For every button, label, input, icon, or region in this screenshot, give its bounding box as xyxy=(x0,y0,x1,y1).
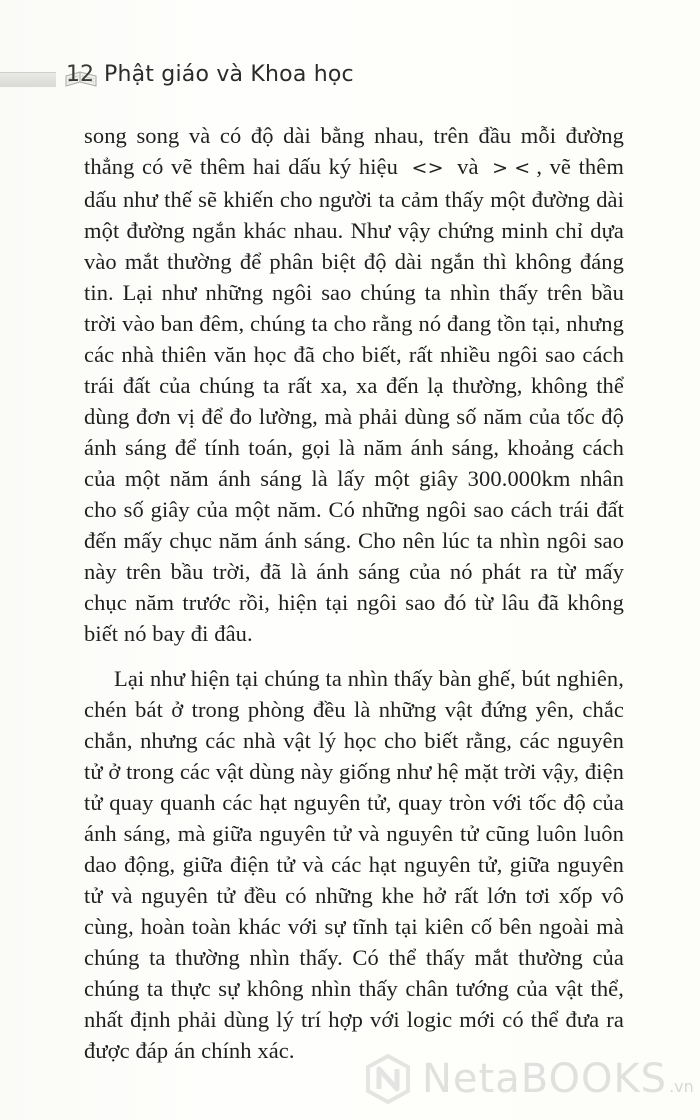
header-decoration xyxy=(0,72,56,87)
watermark-suffix: .vn xyxy=(669,1076,694,1096)
angle-bracket-symbol-outward: <> xyxy=(411,157,444,179)
n-hexagon-logo-icon xyxy=(362,1053,414,1105)
running-title: Phật giáo và Khoa học xyxy=(104,62,354,87)
paragraph-1-text-end: , vẽ thêm dấu như thế sẽ khiến cho người ta cảm thấy một đường dài một đường ngắn khác nhau. Như vậy chứng minh chỉ dựa vào mắt thường để phân biệt độ dài ngắn thì không đáng tin. Lại như những ngôi sao chúng ta nhìn thấy trên bầu trời vào ban đêm, chúng ta cho rằng nó đang tồn tại, nhưng các nhà thiên văn học đã cho biết, rất nhiều ngôi sao cách trái đất của chúng ta rất xa, xa đến lạ thường, không thể dùng đơn vị để đo lường, mà phải dùng số năm của tốc độ ánh sáng để tính toán, gọi là năm ánh sáng, khoảng cách của một năm ánh sáng là lấy một giây 300.000km nhân cho số giây của một năm. Có những ngôi sao cách trái đất đến mấy chục năm ánh sáng. Cho nên lúc ta nhìn ngôi sao này trên bầu trời, đã là ánh sáng của nó phát ra từ mấy chục năm trước rồi, hiện tại ngôi sao đó từ lâu đã không biết nó bay đi đâu. xyxy=(84,154,624,646)
body-text xyxy=(84,120,624,1066)
angle-bracket-symbol-inward: > < xyxy=(492,157,531,179)
watermark xyxy=(362,1052,694,1106)
running-header xyxy=(66,46,354,86)
paragraph-1-text-start: song song và có độ dài bằng nhau, trên đầu mỗi đường thẳng có vẽ thêm hai dấu ký hiệu xyxy=(84,123,624,179)
page-number: 12 xyxy=(66,62,94,87)
paragraph-1-conjunction: và xyxy=(457,154,479,179)
paragraph-2: Lại như hiện tại chúng ta nhìn thấy bàn ghế, bút nghiên, chén bát ở trong phòng đều là những vật đứng yên, chắc chắn, nhưng các nhà vật lý học cho biết rằng, các nguyên tử ở trong các vật dùng này giống như hệ mặt trời vậy, điện tử quay quanh các hạt nguyên tử, quay tròn với tốc độ của ánh sáng, mà giữa nguyên tử và nguyên tử cũng luôn luôn dao động, giữa điện tử và các hạt nguyên tử, giữa nguyên tử và nguyên tử đều có những khe hở rất lớn tơi xốp vô cùng, hoàn toàn khác với sự tĩnh tại kiên cố bên ngoài mà chúng ta thường nhìn thấy. Có thể thấy mắt thường của chúng ta thực sự không nhìn thấy chân tướng của vật thể, nhất định phải dùng lý trí hợp với logic mới có thể đưa ra được đáp án chính xác. xyxy=(84,666,624,1063)
watermark-brand: NetaBOOKS xyxy=(422,1056,668,1102)
paragraph-1 xyxy=(84,120,624,649)
